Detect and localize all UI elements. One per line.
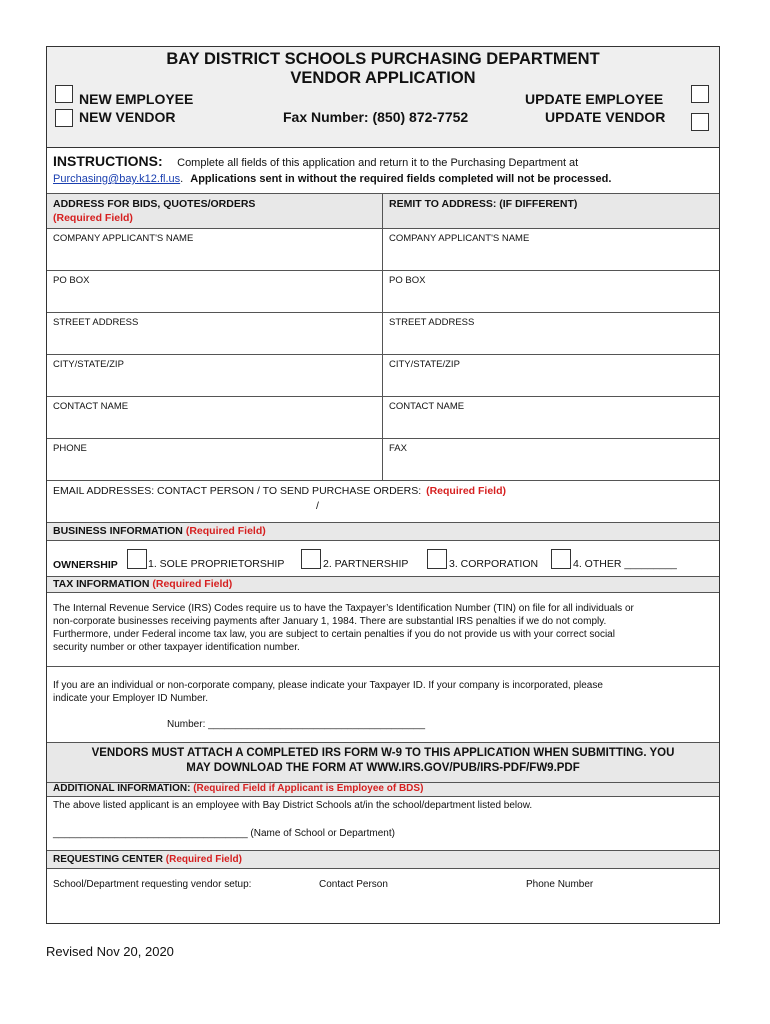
tax-paragraph-2 — [47, 667, 719, 743]
form-header — [47, 47, 719, 148]
update-employee-checkbox[interactable] — [691, 85, 709, 103]
tax-text-line: If you are an individual or non-corporate company, please indicate your Taxpayer ID. If your company is incorporated, please — [53, 680, 603, 691]
email-addresses-label — [53, 485, 506, 498]
requesting-center-body — [47, 869, 719, 923]
purchasing-email-link[interactable]: Purchasing@bay.k12.fl.us — [53, 173, 181, 185]
field-label: FAX — [389, 443, 407, 454]
w9-notice-line2: MAY DOWNLOAD THE FORM AT WWW.IRS.GOV/PUB/IRS-PDF/FW9.PDF — [186, 762, 580, 774]
tax-text-line: The Internal Revenue Service (IRS) Codes require us to have the Taxpayer’s Identification Number (TIN) on file for all individuals or — [53, 603, 634, 614]
additional-info-header — [47, 783, 719, 797]
contact-name-field[interactable] — [47, 397, 383, 438]
address-row-city — [47, 355, 719, 397]
field-label: CONTACT NAME — [389, 401, 465, 412]
field-label: STREET ADDRESS — [53, 317, 139, 328]
tax-info-label: TAX INFORMATION — [53, 578, 150, 590]
remit-to-header: REMIT TO ADDRESS: (IF DIFFERENT) — [389, 198, 578, 210]
field-label: COMPANY APPLICANT'S NAME — [53, 233, 194, 244]
address-header-left — [47, 194, 383, 228]
requesting-school-field[interactable]: School/Department requesting vendor setup: — [53, 879, 252, 890]
address-row-contact — [47, 397, 719, 439]
tax-paragraph-1 — [47, 593, 719, 667]
tax-text-line: Furthermore, under Federal income tax law, you are subject to certain penalties if you do not provide us with your correct social — [53, 629, 615, 640]
new-employee-label: NEW EMPLOYEE — [79, 91, 194, 107]
phone-number-field[interactable]: Phone Number — [526, 879, 594, 890]
sole-proprietorship-checkbox[interactable] — [127, 549, 147, 569]
address-required-note: (Required Field) — [53, 212, 133, 224]
update-employee-label: UPDATE EMPLOYEE — [525, 91, 664, 107]
tax-id-number-field[interactable]: Number: _______________________________________ — [167, 719, 426, 730]
address-header-row — [47, 193, 719, 229]
business-info-label: BUSINESS INFORMATION — [53, 525, 183, 537]
requesting-center-label: REQUESTING CENTER — [53, 854, 164, 865]
new-employee-checkbox[interactable] — [55, 85, 73, 103]
revised-date: Revised Nov 20, 2020 — [46, 944, 174, 959]
corporation-label: 3. CORPORATION — [449, 558, 539, 570]
field-label: CITY/STATE/ZIP — [53, 359, 124, 370]
requesting-required-note: (Required Field) — [165, 854, 242, 865]
remit-street-address-field[interactable] — [383, 313, 719, 354]
fax-number: Fax Number: (850) 872-7752 — [283, 109, 469, 125]
street-address-field[interactable] — [47, 313, 383, 354]
instructions-line2 — [53, 173, 611, 185]
w9-notice-line1: VENDORS MUST ATTACH A COMPLETED IRS FORM W-9 TO THIS APPLICATION WHEN SUBMITTING. YOU — [91, 747, 675, 759]
address-header-right — [383, 194, 719, 228]
corporation-checkbox[interactable] — [427, 549, 447, 569]
email-slash: / — [316, 500, 319, 512]
business-required-note: (Required Field) — [185, 525, 266, 537]
email-required-note: (Required Field) — [426, 485, 507, 497]
tax-text-line: indicate your Employer ID Number. — [53, 693, 209, 704]
instructions-warning: Applications sent in without the required fields completed will not be processed. — [190, 173, 612, 185]
school-department-name-field[interactable]: ___________________________________ (Name of School or Department) — [53, 828, 395, 839]
partnership-label: 2. PARTNERSHIP — [323, 558, 409, 570]
business-info-header — [47, 523, 719, 541]
phone-field[interactable] — [47, 439, 383, 480]
remit-contact-name-field[interactable] — [383, 397, 719, 438]
field-label: CONTACT NAME — [53, 401, 129, 412]
field-label: CITY/STATE/ZIP — [389, 359, 460, 370]
address-row-street — [47, 313, 719, 355]
city-state-zip-field[interactable] — [47, 355, 383, 396]
additional-required-note: (Required Field if Applicant is Employee of BDS) — [193, 783, 424, 794]
additional-info-body — [47, 797, 719, 851]
update-vendor-label: UPDATE VENDOR — [545, 109, 666, 125]
field-label: PHONE — [53, 443, 87, 454]
address-row-pobox — [47, 271, 719, 313]
instructions-text: Complete all fields of this application and return it to the Purchasing Department at — [177, 157, 579, 169]
form-frame — [46, 46, 720, 924]
remit-company-name-field[interactable] — [383, 229, 719, 270]
additional-info-label: ADDITIONAL INFORMATION: — [53, 783, 191, 794]
requesting-center-title — [53, 854, 242, 865]
remit-city-state-zip-field[interactable] — [383, 355, 719, 396]
business-info-title — [53, 525, 266, 537]
email-addresses-field[interactable] — [47, 481, 719, 523]
tax-required-note: (Required Field) — [152, 578, 233, 590]
tax-info-title — [53, 578, 232, 590]
address-row-phone — [47, 439, 719, 481]
new-vendor-label: NEW VENDOR — [79, 109, 176, 125]
additional-info-title — [53, 783, 423, 794]
address-for-bids-header: ADDRESS FOR BIDS, QUOTES/ORDERS — [53, 198, 256, 210]
period: . — [180, 173, 184, 185]
po-box-field[interactable] — [47, 271, 383, 312]
company-name-field[interactable] — [47, 229, 383, 270]
w9-notice — [47, 743, 719, 783]
additional-info-text: The above listed applicant is an employee with Bay District Schools at/in the school/department listed below. — [53, 800, 533, 811]
field-label: PO BOX — [389, 275, 426, 286]
ownership-row — [47, 541, 719, 577]
remit-po-box-field[interactable] — [383, 271, 719, 312]
form-title: BAY DISTRICT SCHOOLS PURCHASING DEPARTMENT — [166, 50, 600, 68]
update-vendor-checkbox[interactable] — [691, 113, 709, 131]
other-checkbox[interactable] — [551, 549, 571, 569]
field-label: STREET ADDRESS — [389, 317, 475, 328]
tax-text-line: security number or other taxpayer identification number. — [53, 642, 300, 653]
new-vendor-checkbox[interactable] — [55, 109, 73, 127]
fax-field[interactable] — [383, 439, 719, 480]
form-subtitle: VENDOR APPLICATION — [290, 69, 476, 87]
ownership-label: OWNERSHIP — [53, 559, 118, 571]
instructions — [53, 153, 717, 171]
tax-text-line: non-corporate businesses receiving payments after January 1, 1984. There are substantial IRS penalties if we do not comply. — [53, 616, 607, 627]
field-label: COMPANY APPLICANT'S NAME — [389, 233, 530, 244]
field-label: PO BOX — [53, 275, 90, 286]
address-row-company — [47, 229, 719, 271]
email-label-text: EMAIL ADDRESSES: CONTACT PERSON / TO SEND PURCHASE ORDERS: — [53, 485, 422, 497]
instructions-label: INSTRUCTIONS: — [53, 153, 163, 169]
sole-proprietorship-label: 1. SOLE PROPRIETORSHIP — [148, 558, 285, 570]
requesting-center-header — [47, 851, 719, 869]
partnership-checkbox[interactable] — [301, 549, 321, 569]
tax-info-header — [47, 577, 719, 593]
other-label: 4. OTHER _________ — [573, 558, 677, 570]
contact-person-field[interactable]: Contact Person — [319, 879, 388, 890]
